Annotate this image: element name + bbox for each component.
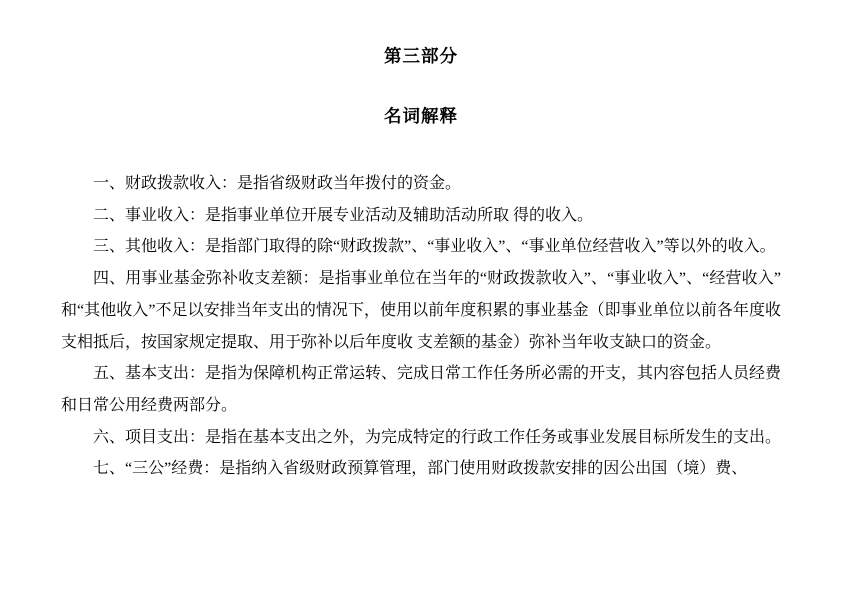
paragraph: 四、用事业基金弥补收支差额：是指事业单位在当年的“财政拨款收入”、“事业收入”、“经营收入”和“其他收入”不足以安排当年支出的情况下，使用以前年度积累的事业基金（即事业单位以前各年度收支相抵后，按国家规定提取、用于弥补以后年度收 支差额的基金）弥补当年收支缺口的资金。 bbox=[61, 270, 781, 351]
paragraph: 一、财政拨款收入：是指省级财政当年拨付的资金。 bbox=[93, 175, 462, 192]
paragraph: 六、项目支出：是指在基本支出之外，为完成特定的行政工作任务或事业发展目标所发生的支出。 bbox=[93, 428, 782, 446]
body-paragraphs bbox=[61, 168, 781, 485]
paragraph: 五、基本支出：是指为保障机构正常运转、完成日常工作任务所必需的开支，其内容包括人员经费和日常公用经费两部分。 bbox=[61, 365, 782, 414]
part-title: 第三部分 bbox=[384, 46, 458, 66]
paragraph: 二、事业收入：是指事业单位开展专业活动及辅助活动所取 得的收入。 bbox=[93, 206, 594, 224]
section-title: 名词解释 bbox=[384, 106, 458, 126]
paragraph: 三、其他收入：是指部门取得的除“财政拨款”、“事业收入”、“事业单位经营收入”等以外的收入。 bbox=[93, 238, 776, 256]
paragraph: 七、“三公”经费：是指纳入省级财政预算管理，部门使用财政拨款安排的因公出国（境）费、 bbox=[93, 460, 748, 478]
